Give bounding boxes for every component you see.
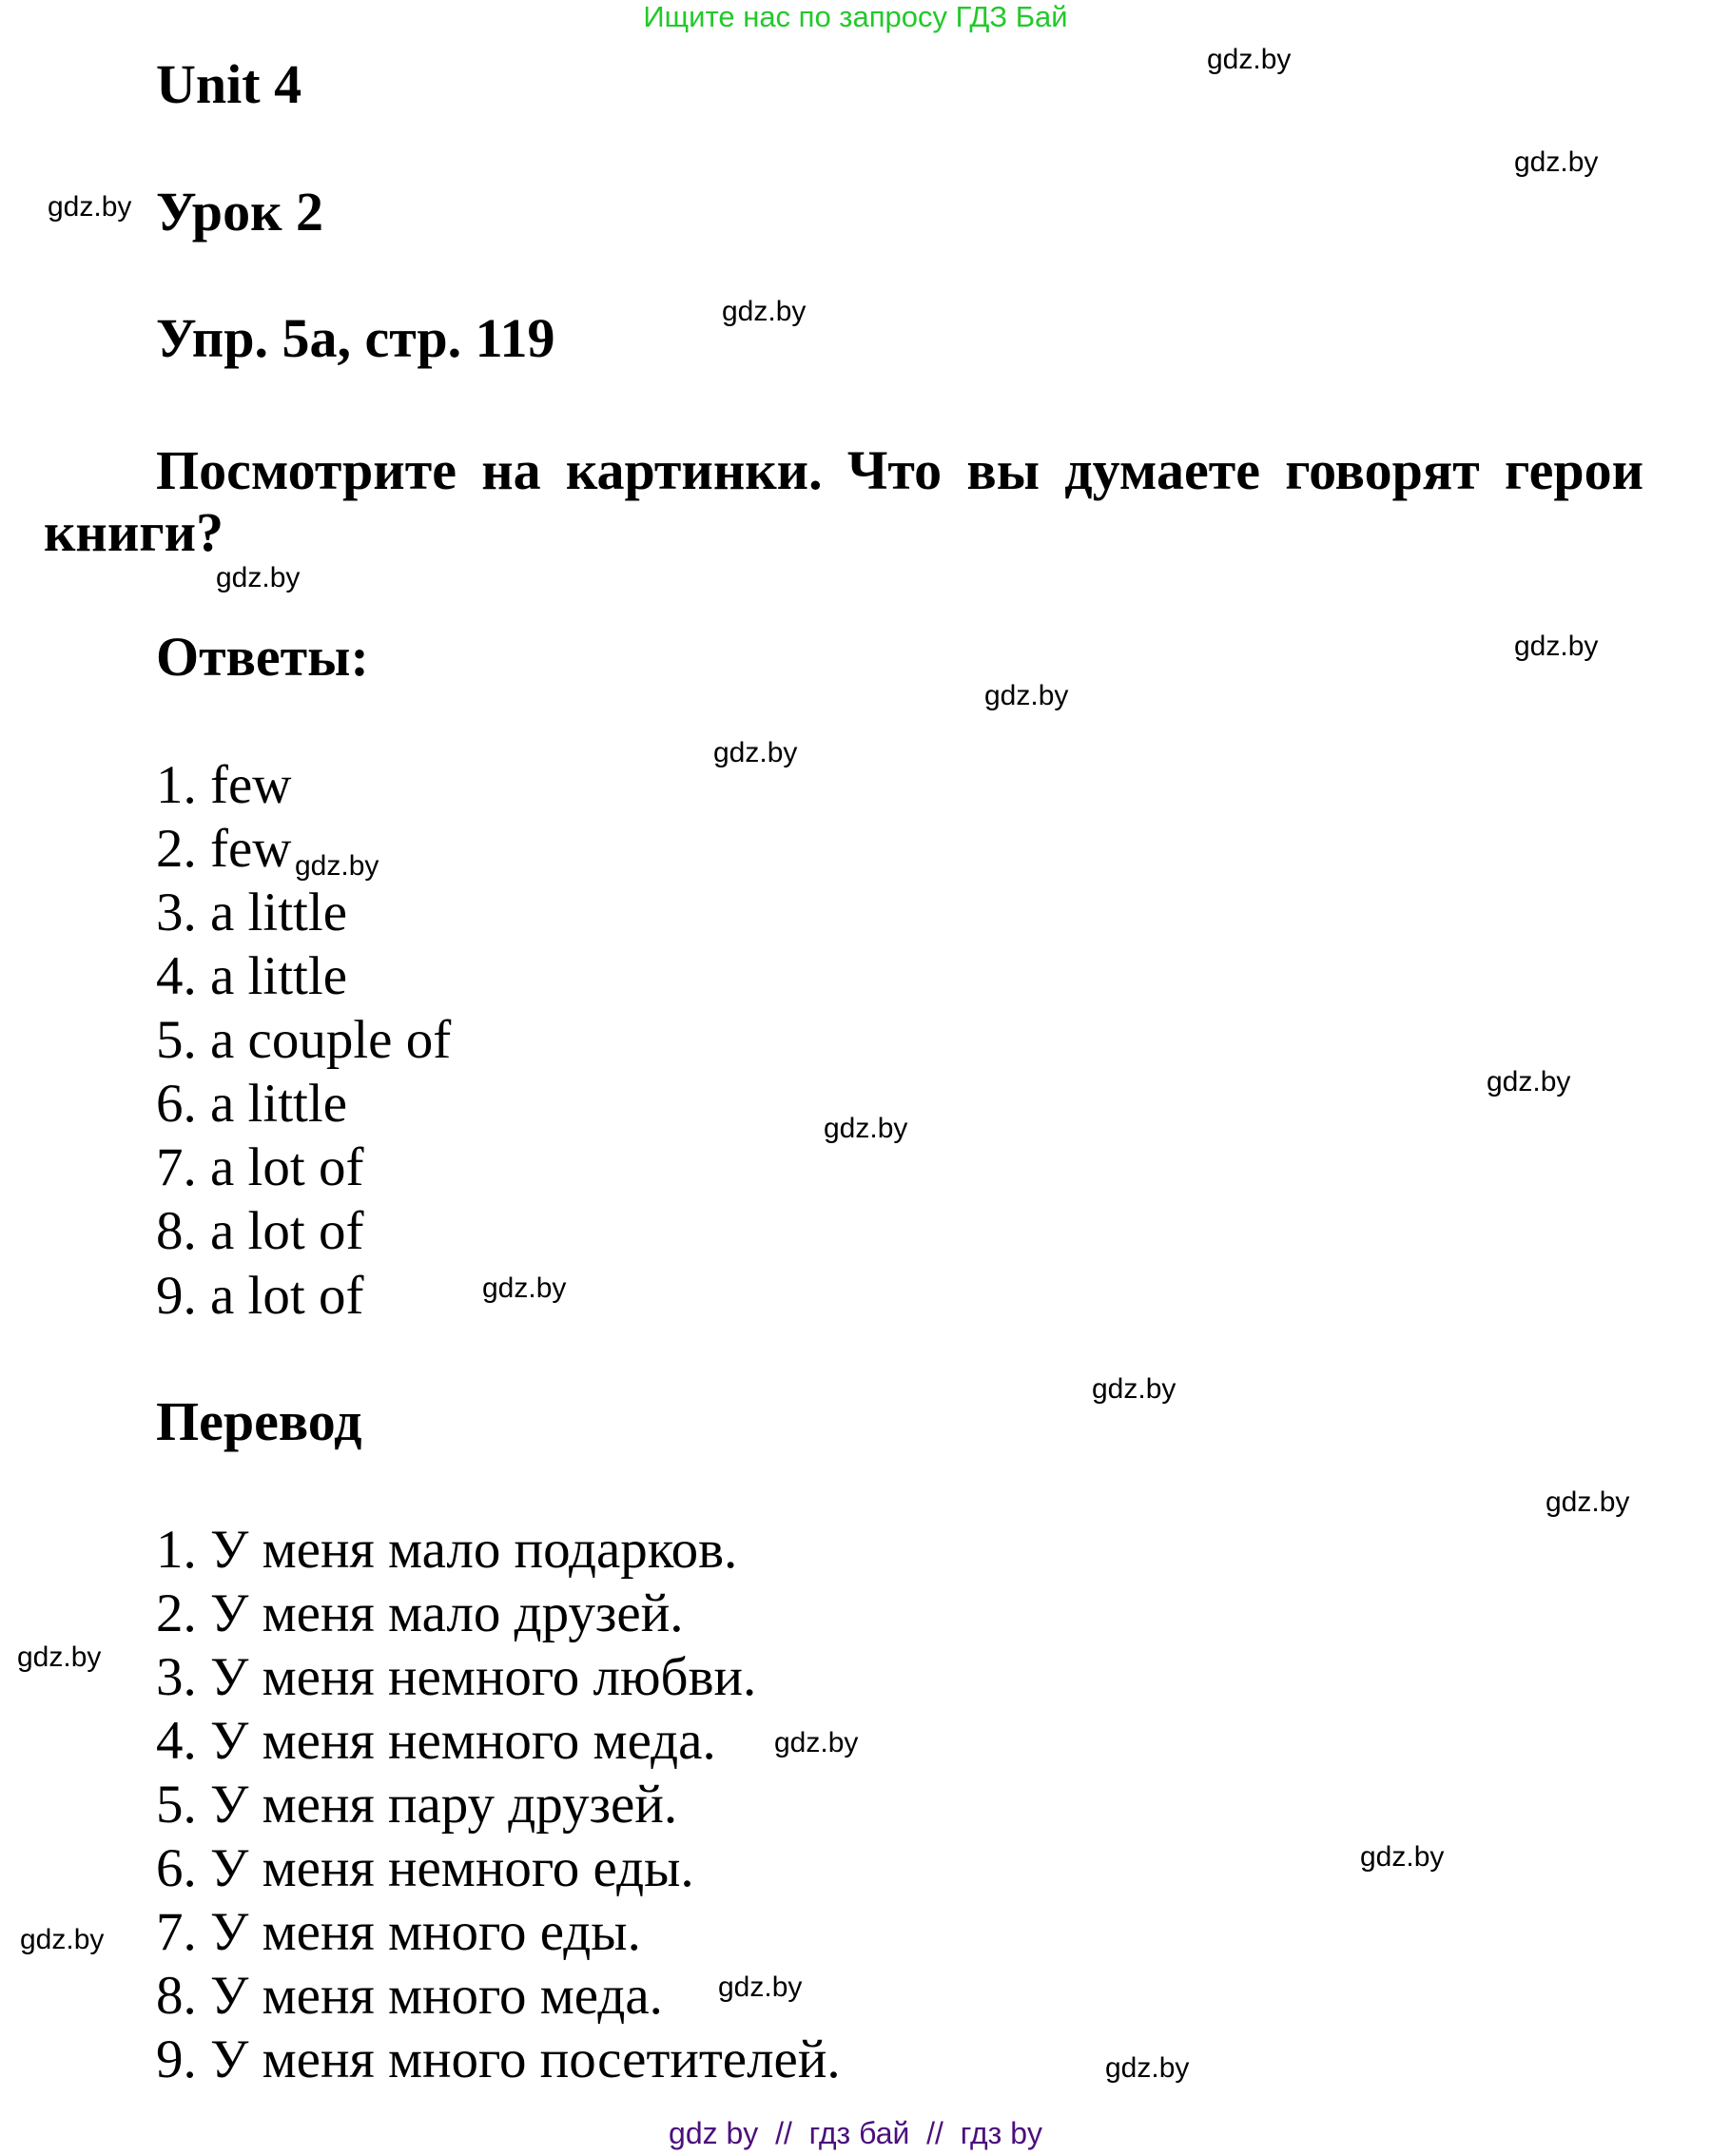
translation-title: Перевод bbox=[156, 1390, 362, 1452]
watermark: gdz.by bbox=[1207, 44, 1292, 75]
answers-title: Ответы: bbox=[156, 626, 369, 688]
footer-links[interactable]: gdz by // гдз бай // гдз by bbox=[669, 2116, 1042, 2150]
answer-item: 1. few bbox=[156, 755, 292, 815]
watermark: gdz.by bbox=[216, 562, 301, 593]
translation-item: 1. У меня мало подарков. bbox=[156, 1520, 738, 1580]
answer-item: 8. a lot of bbox=[156, 1201, 364, 1261]
watermark: gdz.by bbox=[1514, 631, 1599, 662]
watermark: gdz.by bbox=[295, 850, 379, 882]
answer-item: 6. a little bbox=[156, 1074, 348, 1134]
watermark: gdz.by bbox=[1360, 1841, 1445, 1873]
translation-item: 6. У меня немного еды. bbox=[156, 1838, 694, 1898]
watermark: gdz.by bbox=[1546, 1486, 1630, 1518]
answer-item: 9. a lot of bbox=[156, 1266, 364, 1326]
watermark: gdz.by bbox=[1092, 1373, 1176, 1405]
watermark: gdz.by bbox=[718, 1971, 803, 2003]
watermark: gdz.by bbox=[713, 737, 798, 768]
answer-item: 5. a couple of bbox=[156, 1010, 452, 1070]
translation-item: 7. У меня много еды. bbox=[156, 1902, 641, 1962]
watermark: gdz.by bbox=[824, 1113, 908, 1144]
translation-item: 8. У меня много меда. bbox=[156, 1966, 663, 2026]
translation-item: 4. У меня немного меда. bbox=[156, 1711, 716, 1771]
translation-item: 2. У меня мало друзей. bbox=[156, 1583, 684, 1643]
translation-item: 5. У меня пару друзей. bbox=[156, 1775, 678, 1835]
watermark: gdz.by bbox=[482, 1272, 567, 1304]
watermark: gdz.by bbox=[1514, 146, 1599, 178]
watermark: gdz.by bbox=[48, 191, 132, 223]
answer-item: 4. a little bbox=[156, 946, 348, 1006]
watermark: gdz.by bbox=[20, 1924, 105, 1955]
answer-item: 2. few bbox=[156, 819, 292, 879]
answer-item: 3. a little bbox=[156, 883, 348, 942]
watermark: gdz.by bbox=[984, 680, 1069, 711]
answer-item: 7. a lot of bbox=[156, 1137, 364, 1197]
translation-item: 3. У меня немного любви. bbox=[156, 1647, 757, 1707]
watermark: gdz.by bbox=[1105, 2052, 1190, 2084]
watermark: gdz.by bbox=[1487, 1066, 1571, 1097]
top-banner[interactable]: Ищите нас по запросу ГДЗ Бай bbox=[643, 0, 1068, 33]
translation-item: 9. У меня много посетителей. bbox=[156, 2030, 841, 2089]
unit-title: Unit 4 bbox=[156, 53, 302, 115]
watermark: gdz.by bbox=[722, 296, 807, 327]
watermark: gdz.by bbox=[17, 1641, 102, 1673]
watermark: gdz.by bbox=[774, 1727, 859, 1758]
lesson-title: Урок 2 bbox=[156, 181, 323, 243]
exercise-title: Упр. 5а, стр. 119 bbox=[156, 307, 555, 369]
instruction-text: Посмотрите на картинки. Что вы думаете говорят герои книги? bbox=[44, 439, 1643, 563]
